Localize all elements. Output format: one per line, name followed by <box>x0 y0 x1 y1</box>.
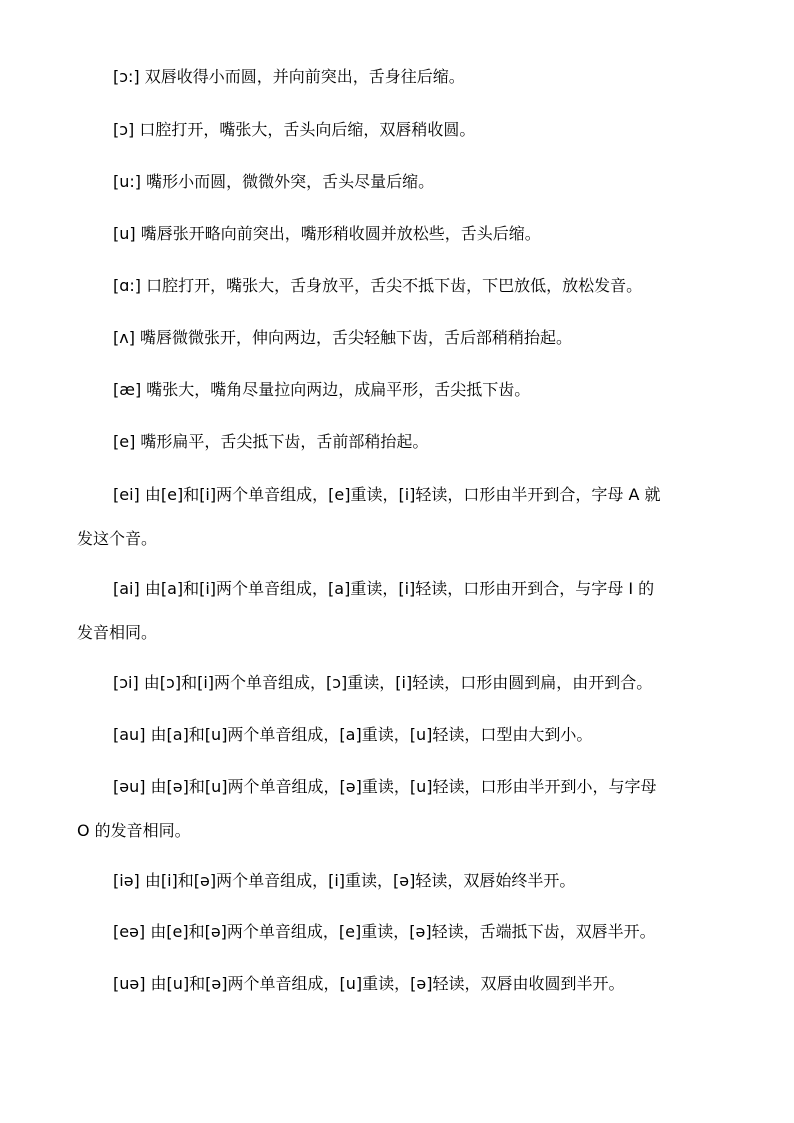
vowel-paragraph <box>77 56 737 97</box>
paragraph-line: 发音相同。 <box>77 623 158 642</box>
diphthong-paragraph <box>77 963 737 1004</box>
diphthong-paragraph <box>77 714 737 755</box>
vowel-paragraph <box>77 265 737 306</box>
vowel-paragraph <box>77 109 737 150</box>
paragraph-line: O 的发音相同。 <box>77 821 191 840</box>
paragraph-line: [ʌ] 嘴唇微微张开，伸向两边，舌尖轻触下齿，舌后部稍稍抬起。 <box>113 328 573 347</box>
paragraph-line: [ɔ] 口腔打开，嘴张大，舌头向后缩，双唇稍收圆。 <box>113 120 476 139</box>
paragraph-line: [ɔ:] 双唇收得小而圆，并向前突出，舌身往后缩。 <box>113 67 465 86</box>
vowel-paragraph <box>77 317 737 358</box>
diphthong-paragraph <box>77 860 737 901</box>
paragraph-line: [iə] 由[i]和[ə]两个单音组成，[i]重读，[ə]轻读，双唇始终半开。 <box>113 871 576 890</box>
diphthong-paragraph <box>77 568 737 653</box>
paragraph-line: [u] 嘴唇张开略向前突出，嘴形稍收圆并放松些，舌头后缩。 <box>113 224 541 243</box>
paragraph-line: [eə] 由[e]和[ə]两个单音组成，[e]重读，[ə]轻读，舌端抵下齿，双唇半开。 <box>113 922 656 941</box>
paragraph-line: [ɑ:] 口腔打开，嘴张大，舌身放平，舌尖不抵下齿，下巴放低，放松发音。 <box>113 276 643 295</box>
paragraph-line: [u:] 嘴形小而圆，微微外突，舌头尽量后缩。 <box>113 172 435 191</box>
paragraph-line: 发这个音。 <box>77 529 158 548</box>
vowel-paragraph <box>77 213 737 254</box>
diphthong-paragraph <box>77 474 737 559</box>
paragraph-line: [ɔi] 由[ɔ]和[i]两个单音组成，[ɔ]重读，[i]轻读，口形由圆到扁，由开到合。 <box>113 673 653 692</box>
vowel-paragraph <box>77 369 737 410</box>
paragraph-line: [uə] 由[u]和[ə]两个单音组成，[u]重读，[ə]轻读，双唇由收圆到半开。 <box>113 974 625 993</box>
diphthong-paragraph <box>77 662 737 703</box>
paragraph-line: [ei] 由[e]和[i]两个单音组成，[e]重读，[i]轻读，口形由半开到合，字母 A 就 <box>113 485 661 504</box>
diphthong-paragraph <box>77 911 737 952</box>
paragraph-line: [au] 由[a]和[u]两个单音组成，[a]重读，[u]轻读，口型由大到小。 <box>113 725 593 744</box>
paragraph-line: [e] 嘴形扁平，舌尖抵下齿，舌前部稍抬起。 <box>113 432 429 451</box>
paragraph-line: [əu] 由[ə]和[u]两个单音组成，[ə]重读，[u]轻读，口形由半开到小，与字母 <box>113 777 657 796</box>
vowel-paragraph <box>77 421 737 462</box>
paragraph-line: [æ] 嘴张大，嘴角尽量拉向两边，成扁平形，舌尖抵下齿。 <box>113 380 531 399</box>
vowel-paragraph <box>77 161 737 202</box>
diphthong-paragraph <box>77 766 737 851</box>
paragraph-line: [ai] 由[a]和[i]两个单音组成，[a]重读，[i]轻读，口形由开到合，与字母 I 的 <box>113 579 655 598</box>
